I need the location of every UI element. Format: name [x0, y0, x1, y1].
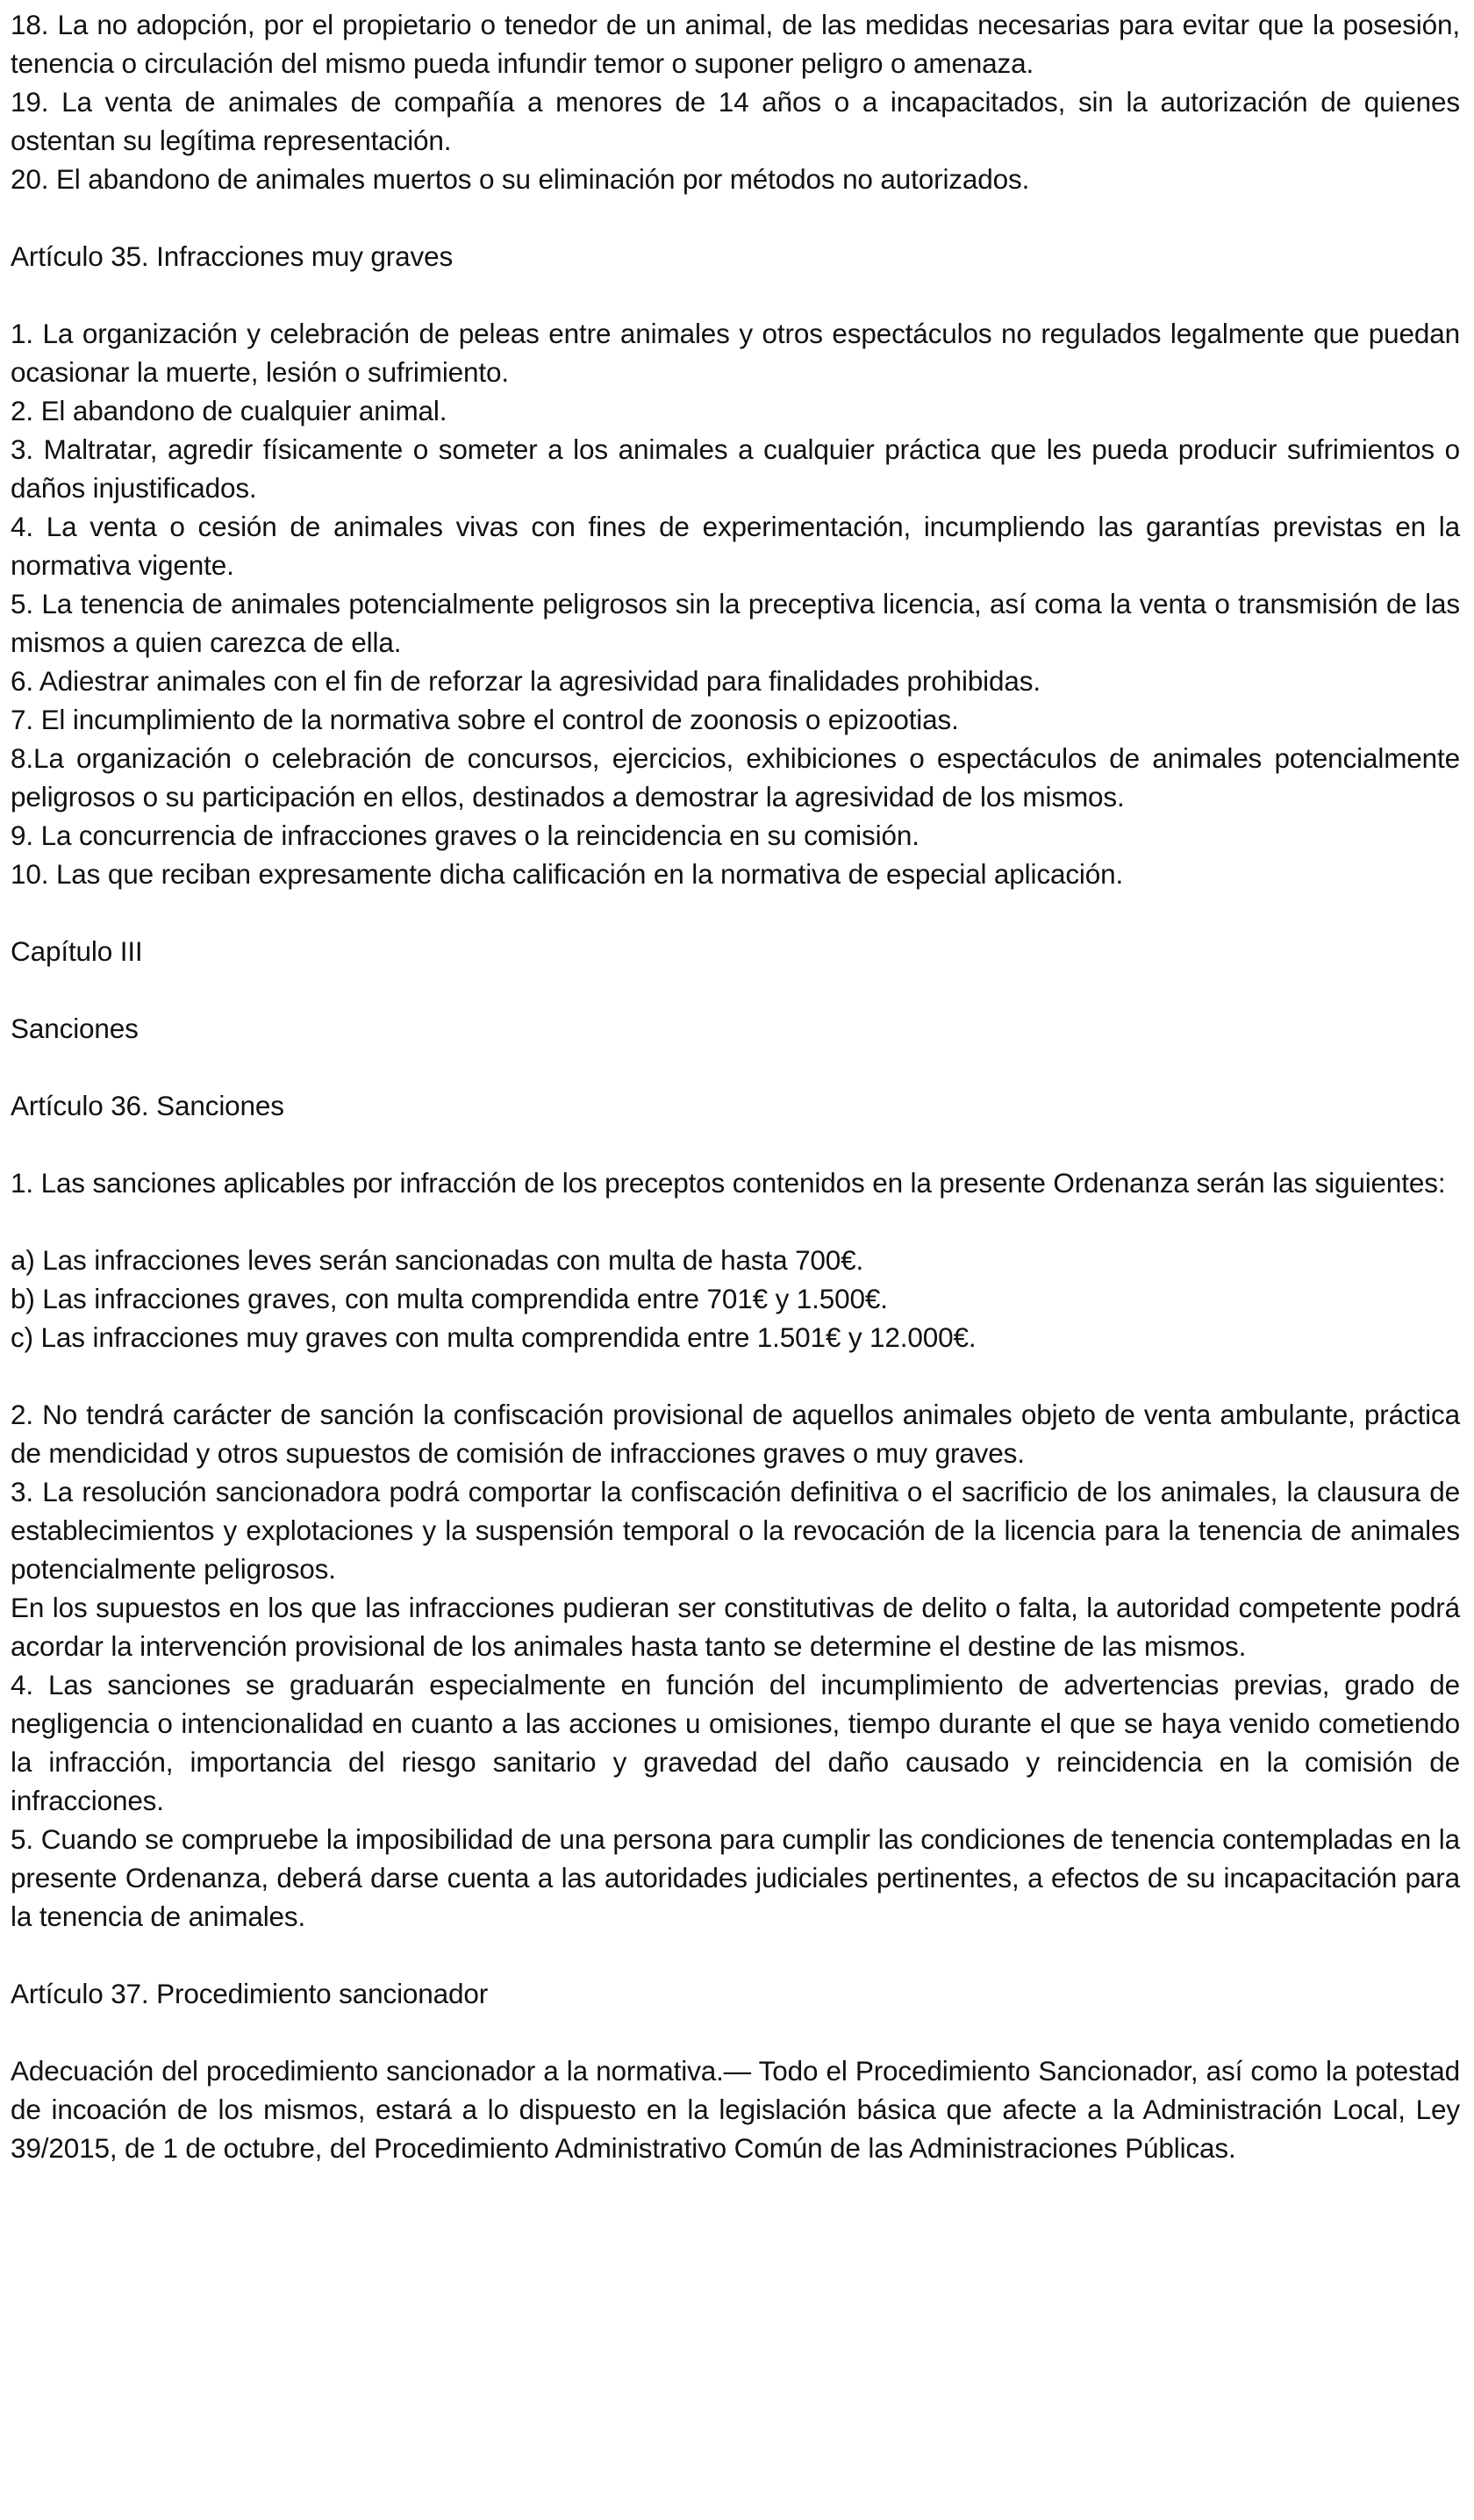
- art36-item-2: 2. No tendrá carácter de sanción la confiscación provisional de aquellos animales objeto de venta ambulante, práctica de mendicidad y otros supuestos de comisión de infracciones graves o muy graves.: [11, 1399, 1460, 1469]
- art35-item-9: 9. La concurrencia de infracciones graves o la reincidencia en su comisión.: [11, 820, 919, 851]
- art35-item-2: 2. El abandono de cualquier animal.: [11, 395, 447, 426]
- document-page: [11, 5, 1460, 2167]
- art36-item-5: 5. Cuando se compruebe la imposibilidad de una persona para cumplir las condiciones de tenencia contempladas en la presente Ordenanza, deberá darse cuenta a las autoridades judiciales pertinentes, a efectos de su incapacitación para la tenencia de animales.: [11, 1823, 1460, 1932]
- art36-item-3-cont: En los supuestos en los que las infracciones pudieran ser constitutivas de delito o falta, la autoridad competente podrá acordar la intervención provisional de los animales hasta tanto se determine el destine de las mismos.: [11, 1592, 1460, 1662]
- art37-body: Adecuación del procedimiento sancionador a la normativa.— Todo el Procedimiento Sancionador, así como la potestad de incoación de los mismos, estará a lo dispuesto en la legislación básica que afecte a la Administración Local, Ley 39/2015, de 1 de octubre, del Procedimiento Administrativo Común de las Administraciones Públicas.: [11, 2055, 1460, 2164]
- art35-item-5: 5. La tenencia de animales potencialmente peligrosos sin la preceptiva licencia, así coma la venta o transmisión de las mismos a quien carezca de ella.: [11, 588, 1460, 658]
- art35-item-6: 6. Adiestrar animales con el fin de reforzar la agresividad para finalidades prohibidas.: [11, 665, 1041, 697]
- art36-fine-b: b) Las infracciones graves, con multa comprendida entre 701€ y 1.500€.: [11, 1283, 888, 1314]
- article-35-title: Artículo 35. Infracciones muy graves: [11, 240, 454, 272]
- paragraph-item-18: 18. La no adopción, por el propietario o tenedor de un animal, de las medidas necesarias para evitar que la posesión, tenencia o circulación del mismo pueda infundir temor o suponer peligro o amenaza.: [11, 9, 1460, 79]
- chapter-title: Sanciones: [11, 1013, 139, 1044]
- art36-item-3: 3. La resolución sancionadora podrá comportar la confiscación definitiva o el sacrificio de los animales, la clausura de establecimientos y explotaciones y la suspensión temporal o la revocación de la licencia para la tenencia de animales potencialmente peligrosos.: [11, 1476, 1460, 1585]
- art36-item-4: 4. Las sanciones se graduarán especialmente en función del incumplimiento de advertencias previas, grado de negligencia o intencionalidad en cuanto a las acciones u omisiones, tiempo durante el que se haya venido cometiendo la infracción, importancia del riesgo sanitario y gravedad del daño causado y reincidencia en la comisión de infracciones.: [11, 1669, 1460, 1816]
- art35-item-10: 10. Las que reciban expresamente dicha calificación en la normativa de especial aplicación.: [11, 858, 1124, 890]
- art36-intro: 1. Las sanciones aplicables por infracción de los preceptos contenidos en la presente Ordenanza serán las siguientes:: [11, 1167, 1446, 1199]
- art35-item-4: 4. La venta o cesión de animales vivas con fines de experimentación, incumpliendo las garantías previstas en la normativa vigente.: [11, 511, 1460, 581]
- art35-item-7: 7. El incumplimiento de la normativa sobre el control de zoonosis o epizootias.: [11, 704, 959, 735]
- paragraph-item-19: 19. La venta de animales de compañía a menores de 14 años o a incapacitados, sin la autorización de quienes ostentan su legítima representación.: [11, 86, 1460, 156]
- article-37-title: Artículo 37. Procedimiento sancionador: [11, 1978, 489, 2009]
- paragraph-item-20: 20. El abandono de animales muertos o su eliminación por métodos no autorizados.: [11, 163, 1030, 195]
- article-36-title: Artículo 36. Sanciones: [11, 1090, 284, 1121]
- art35-item-3: 3. Maltratar, agredir físicamente o someter a los animales a cualquier práctica que les pueda producir sufrimientos o daños injustificados.: [11, 433, 1460, 504]
- art35-item-1: 1. La organización y celebración de peleas entre animales y otros espectáculos no regulados legalmente que puedan ocasionar la muerte, lesión o sufrimiento.: [11, 318, 1460, 388]
- art35-item-8: 8.La organización o celebración de concursos, ejercicios, exhibiciones o espectáculos de animales potencialmente peligrosos o su participación en ellos, destinados a demostrar la agresividad de los mismos.: [11, 742, 1460, 813]
- chapter-label: Capítulo III: [11, 935, 143, 967]
- art36-fine-c: c) Las infracciones muy graves con multa comprendida entre 1.501€ y 12.000€.: [11, 1321, 977, 1353]
- art36-fine-a: a) Las infracciones leves serán sancionadas con multa de hasta 700€.: [11, 1244, 864, 1276]
